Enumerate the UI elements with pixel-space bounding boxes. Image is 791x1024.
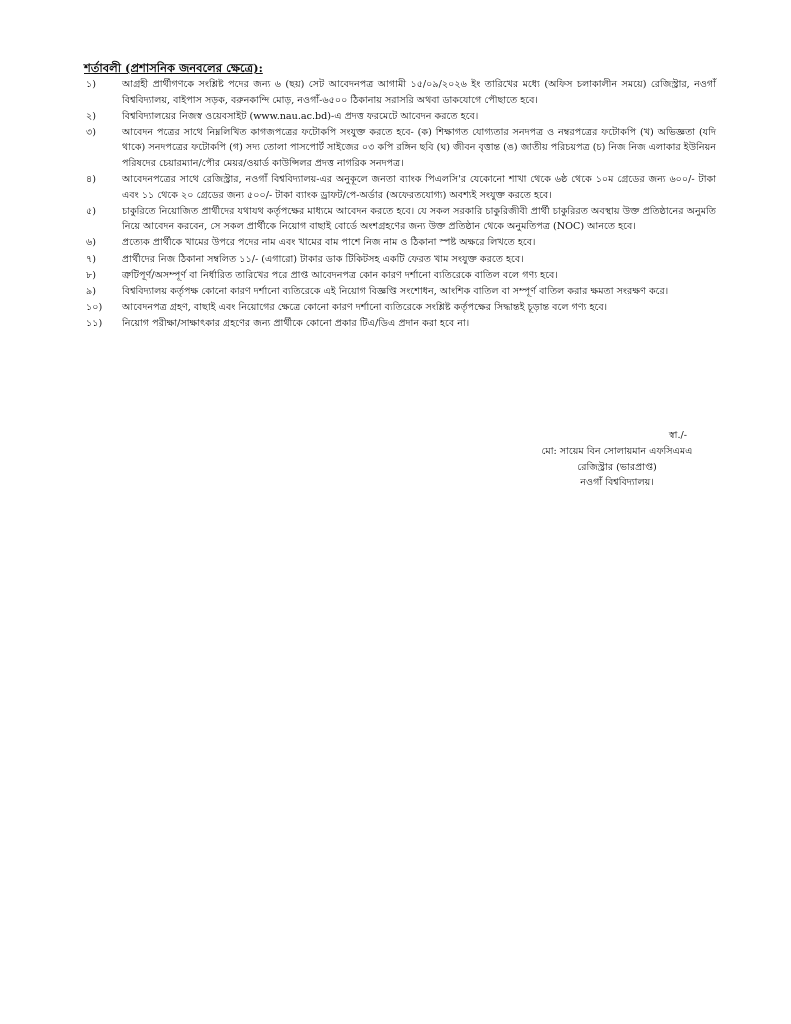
conditions-heading: শর্তাবলী (প্রশাসনিক জনবলের ক্ষেত্রে): [84, 61, 263, 75]
condition-text: আবেদন পত্রের সাথে নিম্নলিখিত কাগজপত্রের ফটোকপি সংযুক্ত করতে হবে- (ক) শিক্ষাগত যোগ্যতার সনদপত্র ও নম্বরপত্রের ফটোকপি (খ) অভিজ্ঞতা (যদি থাকে) সনদপত্রের ফটোকপি (গ) সদ্য তোলা পাসপোর্ট সাইজের ০৩ কপি রঙ্গিন ছবি (ঘ) জীবন বৃত্তান্ত (ঙ) জাতীয় পরিচয়পত্র (চ) নিজ নিজ এলাকার ইউনিয়ন পরিষদের চেয়ারম্যান/পৌর মেয়র/ওয়ার্ড কাউন্সিলর প্রদত্ত নাগরিক সনদপত্র। [122, 126, 716, 169]
condition-text: প্রত্যেক প্রার্থীকে খামের উপরে পদের নাম এবং খামের বাম পাশে নিজ নাম ও ঠিকানা স্পষ্ট অক্ষরে লিখতে হবে। [122, 237, 536, 249]
condition-item [86, 125, 716, 172]
signatory-institution: নওগাঁ বিশ্ববিদ্যালয়। [580, 477, 654, 489]
condition-number: ১১) [86, 317, 103, 329]
condition-item [86, 172, 716, 203]
condition-number: ৫) [86, 205, 96, 217]
condition-number: ২) [86, 110, 96, 122]
condition-number: ৭) [86, 253, 96, 265]
signature-block [517, 428, 717, 491]
condition-item [86, 235, 716, 251]
signature-mark: স্বা./- [668, 430, 687, 441]
condition-text: আবেদনপত্র গ্রহণ, বাছাই এবং নিয়োগের ক্ষেত্রে কোনো কারণ দর্শানো ব্যতিরেকে সংশ্লিষ্ট কর্তৃপক্ষের সিদ্ধান্তই চূড়ান্ত বলে গণ্য হবে। [122, 301, 608, 313]
condition-text: নিয়োগ পরীক্ষা/সাক্ষাৎকার গ্রহণের জন্য প্রার্থীকে কোনো প্রকার টিএ/ডিএ প্রদান করা হবে না। [122, 317, 470, 329]
condition-text: বিশ্ববিদ্যালয় কর্তৃপক্ষ কোনো কারণ দর্শানো ব্যতিরেকে এই নিয়োগ বিজ্ঞপ্তি সংশোধন, আংশিক বাতিল বা সম্পূর্ণ বাতিল করার ক্ষমতা সংরক্ষণ করে। [122, 285, 669, 297]
condition-item [86, 109, 716, 125]
condition-number: ১) [86, 79, 96, 90]
condition-item [86, 77, 716, 108]
condition-number: ৯) [86, 285, 96, 297]
condition-item [86, 316, 716, 332]
condition-text: ত্রুটিপূর্ণ/অসম্পূর্ণ বা নির্ধারিত তারিখের পরে প্রাপ্ত আবেদনপত্র কোন কারণ দর্শানো ব্যতিরেকে বাতিল বলে গণ্য হবে। [122, 269, 558, 281]
condition-item [86, 300, 716, 316]
condition-number: ৩) [86, 126, 96, 138]
condition-item [86, 204, 716, 235]
signatory-name: মো: সায়েম বিন সোলায়মান এফসিএমএ [541, 445, 693, 457]
condition-item [86, 268, 716, 284]
conditions-list [86, 77, 716, 332]
condition-number: ৬) [86, 237, 96, 249]
condition-text: বিশ্ববিদ্যালয়ের নিজস্ব ওয়েবসাইট (www.nau.ac.bd)-এ প্রদত্ত ফরমেটে আবেদন করতে হবে। [122, 110, 479, 122]
condition-item [86, 252, 716, 268]
condition-number: ৪) [86, 174, 96, 186]
condition-text: চাকুরিতে নিয়োজিত প্রার্থীদের যথাযথ কর্তৃপক্ষের মাধ্যমে আবেদন করতে হবে। যে সকল সরকারি চাকুরিজীবী প্রার্থী চাকুরিরত অবস্থায় উক্ত প্রতিষ্ঠানের অনুমতি নিয়ে আবেদন করবেন, সে সকল প্রার্থীকে নিয়োগ বাছাই বোর্ডে অংশগ্রহণের জন্য উক্ত প্রতিষ্ঠান থেকে অনুমতিপত্র (NOC) আনতে হবে। [122, 205, 716, 233]
condition-item [86, 284, 716, 300]
condition-text: আগ্রহী প্রার্থীগণকে সংশ্লিষ্ট পদের জন্য ৬ (ছয়) সেট আবেদনপত্র আগামী ১৫/০৯/২০২৬ ইং তারিখের মধ্যে (অফিস চলাকালীন সময়ে) রেজিস্ট্রার, নওগাঁ বিশ্ববিদ্যালয়, বাইপাস সড়ক, বরুনকান্দি মোড়, নওগাঁ-৬৫০০ ঠিকানায় সরাসরি অথবা ডাকযোগে পৌছাতে হবে। [122, 79, 716, 106]
condition-number: ৮) [86, 269, 96, 281]
signatory-designation: রেজিস্ট্রার (ভারপ্রাপ্ত) [577, 461, 657, 473]
condition-text: প্রার্থীদের নিজ ঠিকানা সম্বলিত ১১/- (এগারো) টাকার ডাক টিকিটসহ একটি ফেরত খাম সংযুক্ত করতে হবে। [122, 253, 524, 265]
condition-number: ১০) [86, 301, 103, 313]
condition-text: আবেদনপত্রের সাথে রেজিস্ট্রার, নওগাঁ বিশ্ববিদ্যালয়-এর অনুকূলে জনতা ব্যাংক পিএলসি'র যেকোনো শাখা থেকে ৬ষ্ঠ থেকে ১০ম গ্রেডের জন্য ৬০০/- টাকা এবং ১১ থেকে ২০ গ্রেডের জন্য ৫০০/- টাকা ব্যাংক ড্রাফট/পে-অর্ডার (অফেরতযোগ্য) অবশ্যই সংযুক্ত করতে হবে। [122, 174, 716, 201]
